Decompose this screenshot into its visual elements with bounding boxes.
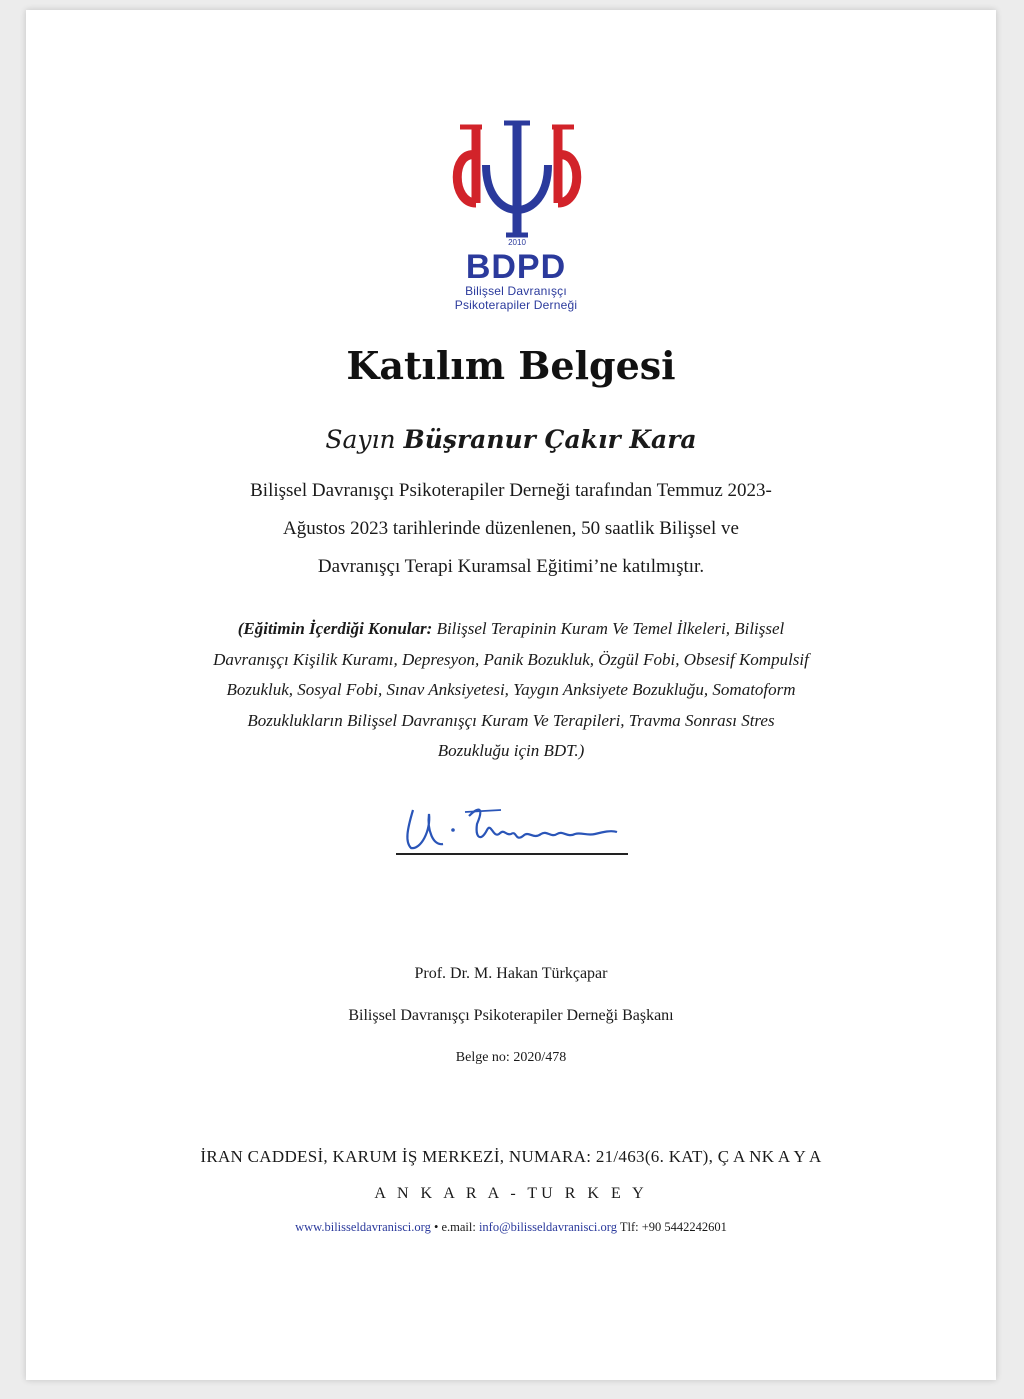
logo-line2: Psikoterapiler Derneği	[454, 298, 578, 312]
greeting-word: Sayın	[325, 425, 396, 454]
topics-line	[156, 614, 866, 645]
topics-line: Bozuklukların Bilişsel Davranışçı Kuram Ve Terapileri, Travma Sonrası Stres	[247, 710, 775, 730]
certificate-page	[26, 10, 996, 1380]
website-link[interactable]: www.bilisseldavranisci.org	[295, 1220, 431, 1234]
topics-line: Bozukluğu için BDT.)	[437, 741, 585, 760]
footer-address: İRAN CADDESİ, KARUM İŞ MERKEZİ, NUMARA: 21/463(6. KAT), Ç A NK A Y A	[200, 1147, 822, 1166]
logo-abbr: BDPD	[465, 248, 567, 286]
footer-contact	[26, 1220, 996, 1235]
topics-line: Bozukluk, Sosyal Fobi, Sınav Anksiyetesi, Yaygın Anksiyete Bozukluğu, Somatoform	[226, 680, 796, 699]
footer-city: A N K A R A - TU R K E Y	[374, 1185, 648, 1202]
logo-year: 2010	[508, 238, 526, 247]
phone: Tlf: +90 5442242601	[616, 1220, 727, 1234]
topics-text: Bilişsel Terapinin Kuram Ve Temel İlkeleri, Bilişsel	[432, 619, 785, 638]
document-number: Belge no: 2020/478	[455, 1050, 567, 1065]
logo-line1: Bilişsel Davranışçı	[465, 284, 567, 298]
body-line: Davranışçı Terapi Kuramsal Eğitimi’ne katılmıştır.	[317, 556, 705, 577]
certificate-title: Katılım Belgesi	[346, 343, 676, 388]
email-label: • e.mail:	[430, 1220, 479, 1234]
signature-line	[396, 853, 628, 855]
logo-text	[446, 250, 586, 312]
body-line: Ağustos 2023 tarihlerinde düzenlenen, 50 saatlik Bilişsel ve	[283, 518, 739, 539]
body-line: Bilişsel Davranışçı Psikoterapiler Derneği tarafından Temmuz 2023-	[250, 480, 772, 501]
signature-icon	[391, 790, 631, 860]
topics-line: Davranışçı Kişilik Kuramı, Depresyon, Panik Bozukluk, Özgül Fobi, Obsesif Kompulsif	[213, 649, 809, 669]
topics-block	[156, 614, 866, 767]
recipient-name: Büşranur Çakır Kara	[403, 425, 697, 454]
email-link[interactable]: info@bilisseldavranisci.org	[478, 1220, 617, 1234]
signer-role: Bilişsel Davranışçı Psikoterapiler Derneği Başkanı	[348, 1007, 674, 1024]
topics-lead: (Eğitimin İçerdiği Konular:	[237, 619, 433, 638]
certificate-body	[146, 472, 876, 586]
signer-name: Prof. Dr. M. Hakan Türkçapar	[414, 965, 608, 982]
greeting	[26, 425, 996, 454]
